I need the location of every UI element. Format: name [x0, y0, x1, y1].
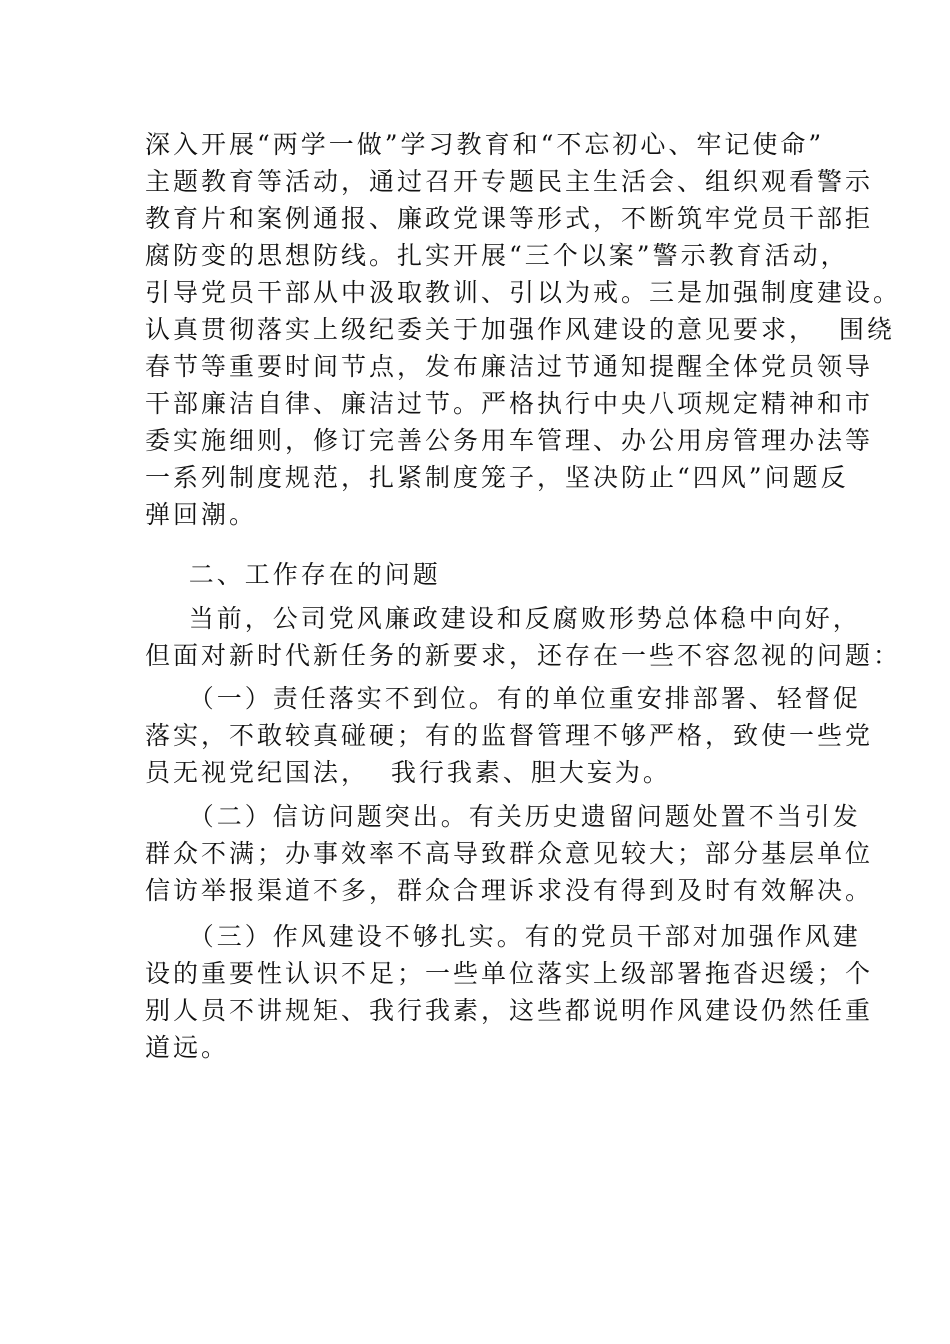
text-line: 信访举报渠道不多，群众合理诉求没有得到及时有效解决。 [145, 876, 874, 905]
text-line: 干部廉洁自律、廉洁过节。严格执行中央八项规定精神和市 [145, 389, 874, 418]
text-line: 当前，公司党风廉政建设和反腐败形势总体稳中向好， [145, 604, 861, 633]
section-heading-problems [145, 556, 825, 593]
heading-text: 二、工作存在的问题 [145, 560, 441, 589]
text-line: 深入开展“两学一做”学习教育和“不忘初心、牢记使命” [145, 130, 825, 159]
text-line: 别人员不讲规矩、我行我素，这些都说明作风建设仍然任重 [145, 996, 874, 1025]
text-line: 群众不满；办事效率不高导致群众意见较大；部分基层单位 [145, 839, 874, 868]
text-line: （一）责任落实不到位。有的单位重安排部署、轻督促 [145, 684, 861, 713]
text-line: 主题教育等活动，通过召开专题民主生活会、组织观看警示 [145, 167, 874, 196]
text-line: 教育片和案例通报、廉政党课等形式，不断筑牢党员干部拒 [145, 204, 874, 233]
text-line: 员无视党纪国法， 我行我素、胆大妄为。 [145, 758, 671, 787]
text-line: 设的重要性认识不足；一些单位落实上级部署拖沓迟缓；个 [145, 959, 874, 988]
paragraph-problem-2 [145, 798, 874, 909]
text-line: （二）信访问题突出。有关历史遗留问题处置不当引发 [145, 802, 861, 831]
text-line: 认真贯彻落实上级纪委关于加强作风建设的意见要求， 围绕 [145, 315, 895, 344]
paragraph-discipline-education [145, 126, 902, 533]
text-line: 弹回潮。 [145, 500, 258, 529]
text-line: 引导党员干部从中汲取教训、引以为戒。三是加强制度建设。 [145, 278, 902, 307]
text-line: 但面对新时代新任务的新要求，还存在一些不容忽视的问题： [145, 641, 902, 670]
paragraph-problem-1 [145, 680, 874, 791]
paragraph-current-situation [145, 600, 902, 674]
text-line: 落实，不敢较真碰硬；有的监督管理不够严格，致使一些党 [145, 721, 874, 750]
text-line: 一系列制度规范，扎紧制度笼子，坚决防止“四风”问题反 [145, 463, 849, 492]
text-line: 腐防变的思想防线。扎实开展“三个以案”警示教育活动， [145, 241, 849, 270]
text-line: 委实施细则，修订完善公务用车管理、办公用房管理办法等 [145, 426, 874, 455]
text-line: 春节等重要时间节点，发布廉洁过节通知提醒全体党员领导 [145, 352, 874, 381]
paragraph-problem-3 [145, 918, 874, 1066]
text-line: 道远。 [145, 1033, 230, 1062]
text-line: （三）作风建设不够扎实。有的党员干部对加强作风建 [145, 922, 861, 951]
